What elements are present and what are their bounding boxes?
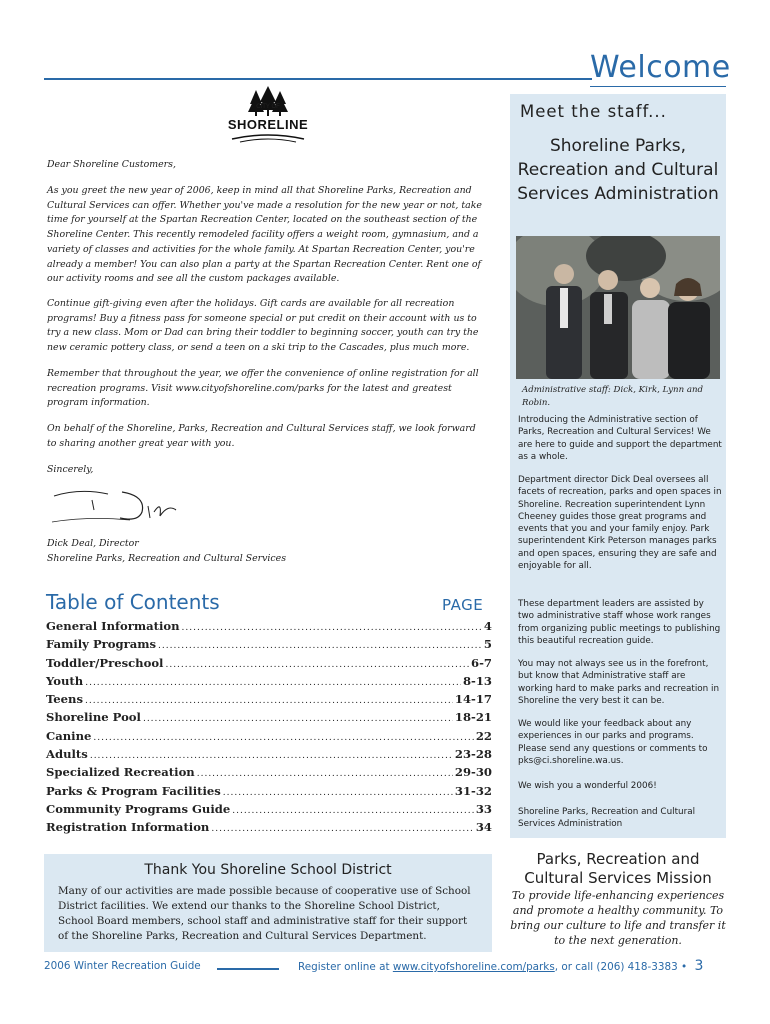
city-logo (222, 86, 314, 148)
toc-label: Teens (46, 692, 84, 707)
toc-page: 5 (483, 637, 492, 652)
toc-leader (143, 714, 453, 724)
toc-leader (223, 788, 453, 798)
letter-closing: Sincerely, (47, 464, 94, 475)
title-underline (590, 86, 726, 87)
toc-page: 23-28 (454, 747, 492, 762)
toc-page: 14-17 (454, 692, 492, 707)
toc-page: 29-30 (454, 765, 492, 780)
toc-leader (90, 751, 453, 761)
letter-paragraph: On behalf of the Shoreline, Parks, Recreation and Cultural Services staff, we look forward to sharing another great year with you. (47, 423, 476, 449)
thanks-title: Thank You Shoreline School District (144, 862, 392, 878)
toc-leader (85, 678, 461, 688)
toc-row[interactable] (46, 692, 492, 710)
toc-label: Registration Information (46, 820, 210, 835)
footer-register (298, 958, 703, 974)
sidebar-paragraph: Department director Dick Deal oversees all facets of recreation, parks and open spaces in Shoreline. Recreation superintendent Lynn Cheeney guides those great programs and events that you and your family enjoy. Park superintendent Kirk Peterson manages parks and open spaces, ensuring they are safe and enjoyable for all. (518, 475, 722, 572)
signer-title: Shoreline Parks, Recreation and Cultural Services (47, 553, 287, 564)
toc-page: 22 (475, 728, 492, 743)
letter-paragraph: As you greet the new year of 2006, keep in mind all that Shoreline Parks, Recreation and Cultural Services can offer. Whether you've made a resolution for the new year or not, take time for yourself at the Spartan Recreation Center, located on the southeast section of the Shoreline Center. This recently remodeled facility offers a weight room, gymnasium, and a variety of classes and activities for the whole family. At Spartan Recreation Center, you're already a member! You can also plan a party at the Spartan Recreation Center. Rent one of our activity rooms and see all the custom packages available. (47, 185, 482, 285)
toc-leader (158, 641, 482, 651)
sidebar-paragraph: Shoreline Parks, Recreation and Cultural Services Administration (518, 807, 696, 830)
header-rule (44, 78, 592, 80)
staff-photo (516, 236, 720, 379)
toc-row[interactable] (46, 784, 492, 802)
toc-row[interactable] (46, 747, 492, 765)
logo-city-text: CITY OF (256, 104, 280, 110)
sidebar-paragraph: These department leaders are assisted by two administrative staff whose work ranges from organizing public meetings to publishing this beautiful recreation guide. (518, 599, 721, 646)
toc-page-label: PAGE (442, 596, 484, 614)
toc-label: Parks & Program Facilities (46, 783, 221, 798)
letter-paragraph: Remember that throughout the year, we offer the convenience of online registration for all recreation programs. Visit www.cityofshoreline.com/parks for the latest and greatest program information. (47, 368, 479, 409)
toc-label: Canine (46, 728, 92, 743)
photo-caption: Administrative staff: Dick, Kirk, Lynn and Robin. (522, 385, 704, 408)
logo-name-text: SHORELINE (227, 117, 309, 132)
sidebar-paragraph: We wish you a wonderful 2006! (518, 781, 657, 791)
toc-page: 33 (475, 801, 492, 816)
toc-leader (211, 824, 473, 834)
signature-image (50, 486, 180, 530)
toc-page: 18-21 (454, 710, 492, 725)
toc-label: Community Programs Guide (46, 801, 231, 816)
toc-row[interactable] (46, 729, 492, 747)
toc-row[interactable] (46, 674, 492, 692)
footer-call-text: , or call (206) 418-3383 (554, 961, 678, 973)
footer-url-link[interactable]: www.cityofshoreline.com/parks (392, 961, 555, 973)
toc-page: 34 (475, 820, 492, 835)
footer-rule (217, 968, 279, 970)
toc-row[interactable] (46, 656, 492, 674)
signer-name: Dick Deal, Director (47, 538, 139, 549)
toc-title: Table of Contents (46, 590, 220, 614)
sidebar-paragraph: We would like your feedback about any experiences in our parks and programs. Please send any questions or comments to pks@ci.shoreline.wa.us. (518, 719, 708, 766)
toc-page: 31-32 (454, 783, 492, 798)
page-number: 3 (694, 958, 704, 974)
toc-row[interactable] (46, 765, 492, 783)
toc-label: Specialized Recreation (46, 765, 195, 780)
toc-leader (182, 623, 482, 633)
page-title: Welcome (590, 50, 731, 85)
toc-leader (85, 696, 453, 706)
footer-bullet: • (681, 961, 688, 973)
swoosh-icon (230, 133, 306, 143)
toc-list (46, 619, 492, 839)
toc-label: General Information (46, 619, 180, 633)
mission-body: To provide life-enhancing experiences and promote a healthy community. To bring our culture to life and transfer it to the next generation. (510, 889, 726, 947)
toc-row[interactable] (46, 710, 492, 728)
sidebar-paragraph: You may not always see us in the forefront, but know that Administrative staff are working hard to make parks and recreation in Shoreline the very best it can be. (518, 659, 720, 706)
thanks-body: Many of our activities are made possible because of cooperative use of School District facilities. We extend our thanks to the Shoreline School District, School Board members, school staff and administrative staff for their support of the Shoreline Parks, Recreation and Cultural Services Department. (58, 885, 471, 942)
letter-paragraph: Continue gift-giving even after the holidays. Gift cards are available for all recreation programs! Buy a fitness pass for someone special or put credit on their account with us to try a new class. Mom or Dad can bring their toddler to beginning soccer, youth can try the new ceramic pottery class, or send a teen on a ski trip to the Cascades, plus much more. (47, 298, 479, 354)
toc-label: Adults (46, 747, 88, 762)
toc-leader (165, 660, 469, 670)
meet-staff-panel (510, 94, 726, 838)
toc-label: Family Programs (46, 637, 157, 652)
toc-row[interactable] (46, 637, 492, 655)
toc-row[interactable] (46, 619, 492, 637)
toc-row[interactable] (46, 820, 492, 838)
footer-register-text: Register online at (298, 961, 390, 973)
toc-label: Toddler/Preschool (46, 655, 164, 670)
toc-leader (93, 733, 473, 743)
toc-page: 6-7 (471, 655, 492, 670)
letter-greeting: Dear Shoreline Customers, (47, 159, 176, 170)
toc-leader (197, 769, 453, 779)
footer-guide-name: 2006 Winter Recreation Guide (44, 960, 201, 972)
toc-label: Shoreline Pool (46, 710, 141, 725)
toc-row[interactable] (46, 802, 492, 820)
toc-page: 4 (483, 619, 492, 633)
thanks-panel (44, 854, 492, 952)
sidebar-paragraph: Introducing the Administrative section of Parks, Recreation and Cultural Services! We are here to guide and support the department as a whole. (518, 415, 722, 462)
mission-title: Parks, Recreation and Cultural Services Mission (524, 850, 712, 887)
toc-leader (232, 806, 474, 816)
meet-title: Meet the staff... (520, 102, 667, 121)
admin-title: Shoreline Parks, Recreation and Cultural Services Administration (517, 136, 719, 204)
toc-label: Youth (46, 673, 84, 688)
toc-page: 8-13 (462, 673, 492, 688)
